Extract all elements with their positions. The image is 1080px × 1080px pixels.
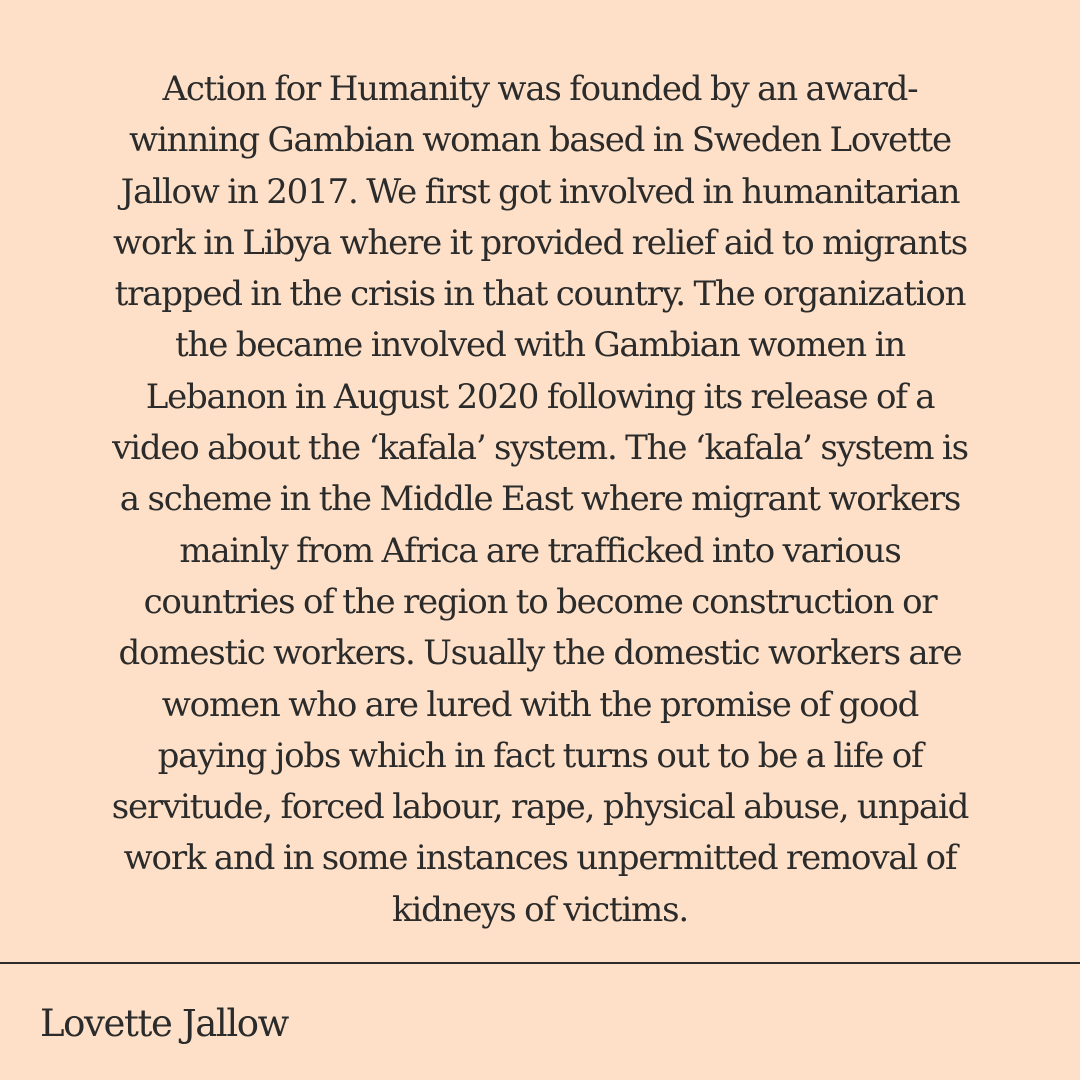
quote-line: domestic workers. Usually the domestic workers are bbox=[118, 633, 962, 674]
quote-line: a scheme in the Middle East where migrant workers bbox=[119, 479, 961, 520]
author-name: Lovette Jallow bbox=[40, 1002, 288, 1045]
quote-line: work in Libya where it provided relief aid to migrants bbox=[113, 222, 967, 263]
quote-line: countries of the region to become construction or bbox=[143, 581, 937, 622]
quote-line: work and in some instances unpermitted removal of bbox=[123, 838, 957, 879]
quote-line: servitude, forced labour, rape, physical abuse, unpaid bbox=[111, 787, 969, 828]
quote-line: the became involved with Gambian women in bbox=[175, 325, 905, 366]
quote-line: mainly from Africa are trafficked into various bbox=[179, 530, 901, 571]
quote-line: Lebanon in August 2020 following its release of a bbox=[145, 376, 935, 417]
quote-line: kidneys of victims. bbox=[392, 889, 688, 930]
quote-line: Jallow in 2017. We first got involved in humanitarian bbox=[120, 171, 960, 212]
quote-line: winning Gambian woman based in Sweden Lovette bbox=[129, 120, 951, 161]
quote-line: paying jobs which in fact turns out to be a life of bbox=[157, 735, 923, 776]
quote-text bbox=[48, 64, 1032, 936]
quote-line: Action for Humanity was founded by an award- bbox=[162, 69, 918, 109]
divider-line bbox=[0, 962, 1080, 964]
quote-line: women who are lured with the promise of good bbox=[161, 684, 919, 725]
quote-line: trapped in the crisis in that country. The organization bbox=[114, 274, 966, 315]
quote-line: video about the ‘kafala’ system. The ‘kafala’ system is bbox=[112, 428, 968, 469]
